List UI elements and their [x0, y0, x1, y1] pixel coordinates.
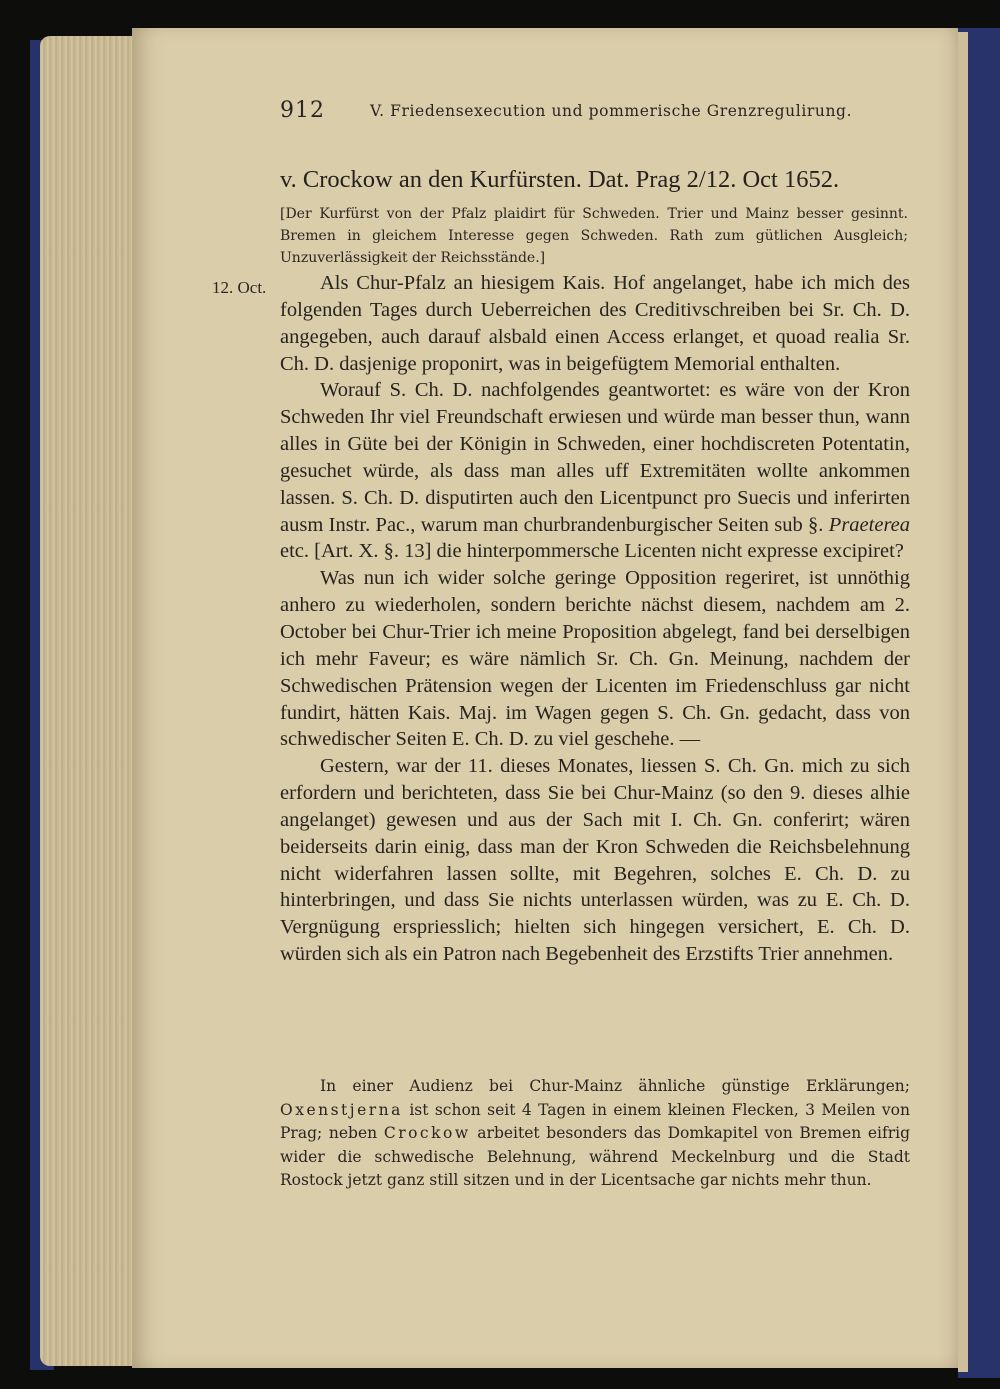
italic-term: Praeterea: [828, 513, 911, 536]
paragraph: [280, 377, 910, 565]
paragraph-text: etc. [Art. X. §. 13] die hinterpommersche Licenten nicht expresse excipiret?: [280, 540, 904, 563]
facing-page-edge: [958, 32, 968, 1372]
document-summary: [Der Kurfürst von der Pfalz plaidirt für Schweden. Trier und Mainz besser gesinnt. Bremen in gleichem Interesse gegen Schweden. Rath zum gütlichen Ausgleich; Unzuverlässigkeit der Reichsstände.]: [280, 206, 908, 266]
chapter-heading: V. Friedensexecution und pommerische Grenzregulirung.: [370, 102, 853, 120]
person-name: Oxenstjerna: [280, 1100, 403, 1119]
paragraph: Was nun ich wider solche geringe Opposition regeriret, ist unnöthig anhero zu wiederholen, sondern berichte nächst diesem, nachdem am 2. October bei Chur-Trier ich meine Proposition abgelegt, fand bei derselbigen ich mehr Faveur; es wäre nämlich Sr. Ch. Gn. Meinung, nachdem der Schwedischen Prätension wegen der Licenten im Friedenschluss gar nicht fundirt, hätten Kais. Maj. im Wagen gegen S. Ch. Gn. gedacht, dass von schwedischer Seiten E. Ch. D. zu viel geschehe. —: [280, 567, 910, 751]
running-head: [280, 98, 920, 123]
body-text: [280, 270, 910, 968]
small-print-text: In einer Audienz bei Chur-Mainz ähnliche günstige Erklärungen;: [320, 1077, 910, 1095]
paragraph: Als Chur-Pfalz an hiesigem Kais. Hof angelanget, habe ich mich des folgenden Tages durch Ueberreichen des Creditivschreiben bei Sr. Ch. D. angegeben, auch darauf alsbald einen Access erlanget, et quoad realia Sr. Ch. D. dasjenige proponirt, was in beigefügtem Memorial enthalten.: [280, 272, 910, 375]
margin-date: 12. Oct.: [212, 278, 267, 297]
small-print-text: arbeitet besonders das Domkapitel von Bremen eifrig wider die schwedische Belehnung, während Meckelnburg und die Stadt Rostock jetzt ganz still sitzen und in der Licentsache gar nichts mehr thun.: [280, 1124, 911, 1189]
page-number: 912: [280, 98, 325, 123]
paragraph-text: Worauf S. Ch. D. nachfolgendes geantwortet: es wäre von der Kron Schweden Ihr viel Freundschaft erwiesen und würde man besser thun, wann alles in Güte bei der Königin in Schweden, einer hochdiscreten Potentatin, gesuchet würde, als dass man alles uff Extremitäten wollte ankommen lassen. S. Ch. D. disputirten auch den Licentpunct pro Suecis und inferirten ausm Instr. Pac., warum man churbrandenburgischer Seiten sub §.: [280, 379, 910, 536]
paragraph: Gestern, war der 11. dieses Monates, liessen S. Ch. Gn. mich zu sich erfordern und berichteten, dass Sie bei Chur-Mainz (so den 9. dieses alhie angelanget) gewesen und aus der Sach mit I. Ch. Gn. conferirt; wären beiderseits darin einig, dass man der Kron Schweden die Reichsbelehnung nicht widerfahren lassen sollte, mit Begehren, solches E. Ch. D. zu hinterbringen, und dass Sie nichts unterlassen würden, was zu E. Ch. D. Vergnügung erspriesslich; hielten sich hingegen versichert, E. Ch. D. würden sich als ein Patron nach Begebenheit des Erzstifts Trier annehmen.: [280, 755, 910, 966]
document-title: v. Crockow an den Kurfürsten. Dat. Prag 2/12. Oct 1652.: [280, 166, 840, 193]
small-print-note: [280, 1075, 910, 1193]
person-name: Crockow: [383, 1124, 471, 1142]
small-print-text: ist schon seit 4 Tagen in einem kleinen Flecken, 3 Meilen von Prag; neben: [280, 1100, 910, 1142]
